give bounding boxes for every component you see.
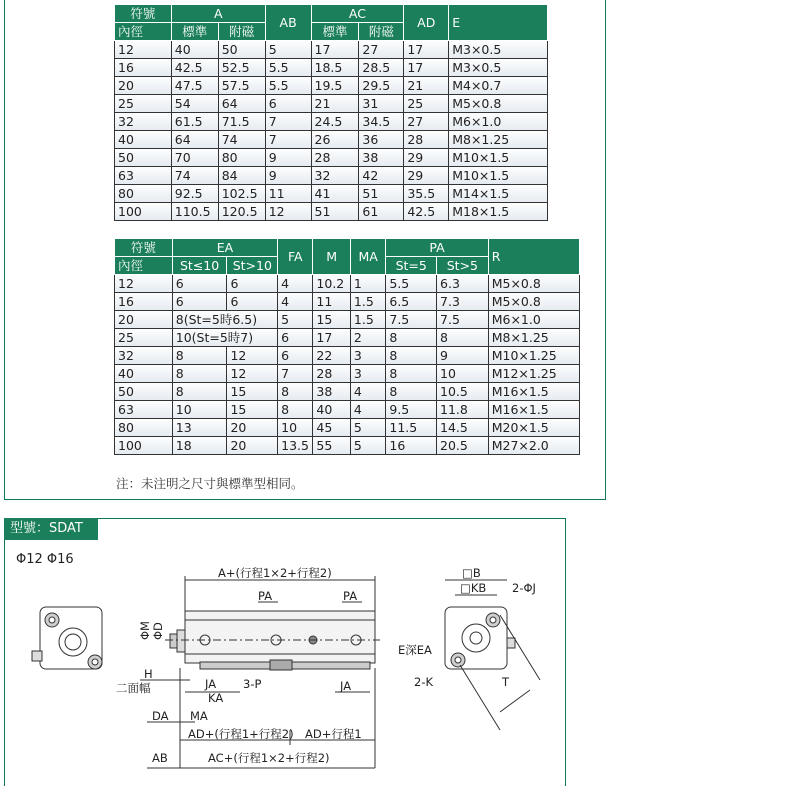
table-cell: 28 [311, 149, 359, 167]
table-cell: M27×2.0 [488, 437, 579, 455]
side-view [165, 611, 380, 670]
table-cell: 102.5 [218, 185, 265, 203]
header-ea-long: St>10 [227, 257, 278, 275]
table-cell: 20 [115, 77, 172, 95]
table-cell: 32 [115, 347, 173, 365]
table-cell: 64 [218, 95, 265, 113]
table-cell: 12 [265, 203, 311, 221]
table-cell: 61 [359, 203, 404, 221]
front-view [32, 607, 102, 669]
table-cell: 7 [278, 365, 313, 383]
table-cell: 40 [115, 131, 172, 149]
header-fa: FA [278, 239, 313, 275]
table-cell: 2 [350, 329, 385, 347]
header-e: E [449, 5, 548, 41]
table-cell: 28.5 [359, 59, 404, 77]
table-cell: 20 [227, 437, 278, 455]
table-cell: 27 [404, 113, 449, 131]
table-cell: M3×0.5 [449, 41, 548, 59]
table-cell: 32 [115, 113, 172, 131]
header-m: M [313, 239, 350, 275]
table-cell: 47.5 [171, 77, 218, 95]
table-cell: 28 [404, 131, 449, 149]
table-cell: M20×1.5 [488, 419, 579, 437]
table-cell: 15 [227, 401, 278, 419]
header-bore: 內徑 [115, 23, 172, 41]
table-cell: 120.5 [218, 203, 265, 221]
table-cell: 11.8 [437, 401, 489, 419]
table-cell: 4 [278, 275, 313, 293]
table-cell: 51 [359, 185, 404, 203]
table-cell: 35.5 [404, 185, 449, 203]
table-cell: 45 [313, 419, 350, 437]
ka-label: KA [208, 691, 224, 705]
table-cell: M10×1.25 [488, 347, 579, 365]
table-cell: 6 [227, 275, 278, 293]
table-cell: 4 [350, 401, 385, 419]
table-cell: M16×1.5 [488, 383, 579, 401]
table-cell: 57.5 [218, 77, 265, 95]
table-cell: 42 [359, 167, 404, 185]
table-cell: 5.5 [265, 77, 311, 95]
header-pa-over5: St>5 [437, 257, 489, 275]
table-cell: 74 [218, 131, 265, 149]
table-cell: M5×0.8 [449, 95, 548, 113]
table-cell: 41 [311, 185, 359, 203]
table-cell: 20 [115, 311, 173, 329]
table-cell: 15 [227, 383, 278, 401]
table-cell: 71.5 [218, 113, 265, 131]
table-cell: 36 [359, 131, 404, 149]
table-cell: 10(St=5時7) [172, 329, 277, 347]
table-cell: M8×1.25 [488, 329, 579, 347]
table-cell: 11.5 [386, 419, 437, 437]
table-cell: 18.5 [311, 59, 359, 77]
table-cell: 17 [313, 329, 350, 347]
table-cell: M18×1.5 [449, 203, 548, 221]
table-cell: 40 [313, 401, 350, 419]
table-cell: 100 [115, 437, 173, 455]
table-cell: 18 [172, 437, 227, 455]
table-cell: M12×1.25 [488, 365, 579, 383]
table-cell: 5 [278, 311, 313, 329]
table-cell: 20.5 [437, 437, 489, 455]
table-cell: 6.5 [386, 293, 437, 311]
table-cell: 11 [313, 293, 350, 311]
table-cell: M5×0.8 [488, 293, 579, 311]
table-cell: 7 [265, 131, 311, 149]
table-cell: M10×1.5 [449, 149, 548, 167]
table-cell: 6.3 [437, 275, 489, 293]
table-cell: 100 [115, 203, 172, 221]
table-cell: 16 [115, 293, 173, 311]
table-cell: 38 [359, 149, 404, 167]
table-cell: 6 [278, 329, 313, 347]
header-a-magnet: 附磁 [218, 23, 265, 41]
header-symbol: 符號 [115, 5, 172, 23]
table-cell: 10.2 [313, 275, 350, 293]
table-cell: 21 [404, 77, 449, 95]
table-cell: M3×0.5 [449, 59, 548, 77]
table-cell: 8 [386, 365, 437, 383]
table-cell: 4 [350, 383, 385, 401]
table-cell: 12 [227, 365, 278, 383]
two-face-label: 二面幅 [116, 681, 151, 695]
table-cell: 28 [313, 365, 350, 383]
header-a-standard: 標準 [171, 23, 218, 41]
table-cell: 8(St=5時6.5) [172, 311, 277, 329]
header-ac: AC [311, 5, 404, 23]
table-cell: 1.5 [350, 293, 385, 311]
table-cell: M4×0.7 [449, 77, 548, 95]
table-cell: 29 [404, 149, 449, 167]
header-ea-short: St≤10 [172, 257, 227, 275]
table-cell: 7.3 [437, 293, 489, 311]
table-cell: M5×0.8 [488, 275, 579, 293]
table-cell: 5 [350, 419, 385, 437]
table-cell: 16 [386, 437, 437, 455]
table-cell: 1 [350, 275, 385, 293]
table-cell: 6 [172, 293, 227, 311]
pa-label-1: PA [258, 589, 273, 603]
header-ad: AD [404, 5, 449, 41]
table-cell: 8 [437, 329, 489, 347]
table-cell: 63 [115, 401, 173, 419]
table-cell: 5.5 [265, 59, 311, 77]
ad-dim2-label: AD+行程1 [305, 727, 362, 741]
table-cell: M14×1.5 [449, 185, 548, 203]
table-cell: 74 [171, 167, 218, 185]
table-cell: 10.5 [437, 383, 489, 401]
table-cell: 12 [115, 275, 173, 293]
e-depth-label: E深EA [398, 643, 432, 657]
table-cell: 8 [172, 365, 227, 383]
h-label: H [144, 667, 153, 681]
ab-label: AB [152, 751, 168, 765]
t-label: T [502, 675, 510, 689]
header-ma: MA [350, 239, 385, 275]
table-cell: 38 [313, 383, 350, 401]
header-ac-magnet: 附磁 [359, 23, 404, 41]
table-cell: 29 [404, 167, 449, 185]
header-ea: EA [172, 239, 277, 257]
table-cell: 9.5 [386, 401, 437, 419]
end-view [445, 580, 540, 730]
da-label: DA [152, 709, 169, 723]
table-cell: 25 [115, 329, 173, 347]
table-cell: 42.5 [171, 59, 218, 77]
phi-d-label: ΦD [151, 622, 165, 640]
table-cell: 84 [218, 167, 265, 185]
table-cell: M8×1.25 [449, 131, 548, 149]
ja-label-1: JA [205, 677, 217, 691]
table-cell: 61.5 [171, 113, 218, 131]
table-cell: 17 [404, 59, 449, 77]
table-cell: 6 [227, 293, 278, 311]
table-cell: M6×1.0 [488, 311, 579, 329]
table-cell: 20 [227, 419, 278, 437]
table-cell: 80 [115, 185, 172, 203]
three-p-label: 3-P [243, 677, 262, 691]
table-cell: 5 [350, 437, 385, 455]
table-cell: 50 [218, 41, 265, 59]
table-cell: 9 [265, 149, 311, 167]
pa-label-2: PA [343, 589, 358, 603]
phi-m-label: ΦM [138, 621, 152, 640]
table-cell: 29.5 [359, 77, 404, 95]
table-cell: 26 [311, 131, 359, 149]
table-cell: 52.5 [218, 59, 265, 77]
header-ac-standard: 標準 [311, 23, 359, 41]
table-cell: M10×1.5 [449, 167, 548, 185]
table-cell: 31 [359, 95, 404, 113]
header-a: A [171, 5, 265, 23]
square-b-label: □B [462, 566, 481, 580]
table-cell: 12 [227, 347, 278, 365]
table-cell: 10 [172, 401, 227, 419]
table-cell: 7.5 [437, 311, 489, 329]
table-cell: 40 [115, 365, 173, 383]
table-cell: 24.5 [311, 113, 359, 131]
two-phi-j-label: 2-ΦJ [512, 581, 536, 595]
table-cell: 40 [171, 41, 218, 59]
table-note: 注：未注明之尺寸與標準型相同。 [116, 476, 304, 491]
table-cell: 80 [115, 419, 173, 437]
header-ab: AB [265, 5, 311, 41]
table-cell: 50 [115, 149, 172, 167]
ad-dim-label: AD+(行程1+行程2) [188, 727, 294, 741]
header-r: R [488, 239, 579, 275]
table-cell: 8 [386, 329, 437, 347]
table-cell: 9 [265, 167, 311, 185]
table-cell: 8 [172, 383, 227, 401]
table-cell: 6 [172, 275, 227, 293]
table-cell: 1.5 [350, 311, 385, 329]
table-cell: 3 [350, 347, 385, 365]
header-bore: 內徑 [115, 257, 173, 275]
table-cell: 8 [172, 347, 227, 365]
table-cell: 25 [404, 95, 449, 113]
table-cell: 5.5 [386, 275, 437, 293]
table-cell: 8 [278, 383, 313, 401]
table-cell: 6 [278, 347, 313, 365]
table-cell: 63 [115, 167, 172, 185]
table-cell: 21 [311, 95, 359, 113]
header-pa-5: St=5 [386, 257, 437, 275]
ac-dim-label: AC+(行程1×2+行程2) [208, 751, 330, 765]
header-pa: PA [386, 239, 488, 257]
table-cell: 12 [115, 41, 172, 59]
dim-a-label: A+(行程1×2+行程2) [218, 566, 332, 580]
table-cell: 16 [115, 59, 172, 77]
table-cell: 110.5 [171, 203, 218, 221]
table-cell: 80 [218, 149, 265, 167]
table-cell: 9 [437, 347, 489, 365]
table-cell: 50 [115, 383, 173, 401]
table-cell: 15 [313, 311, 350, 329]
table-cell: 27 [359, 41, 404, 59]
table-cell: 8 [278, 401, 313, 419]
table-cell: 5 [265, 41, 311, 59]
table-cell: 32 [311, 167, 359, 185]
table-cell: 22 [313, 347, 350, 365]
table-cell: 70 [171, 149, 218, 167]
table-cell: 25 [115, 95, 172, 113]
table-cell: M6×1.0 [449, 113, 548, 131]
table-cell: 8 [386, 383, 437, 401]
table-cell: 7.5 [386, 311, 437, 329]
table-cell: 11 [265, 185, 311, 203]
table-cell: 19.5 [311, 77, 359, 95]
table-cell: 10 [437, 365, 489, 383]
table-cell: 17 [311, 41, 359, 59]
table-cell: 14.5 [437, 419, 489, 437]
table-cell: M16×1.5 [488, 401, 579, 419]
table-cell: 6 [265, 95, 311, 113]
header-symbol: 符號 [115, 239, 173, 257]
table-cell: 10 [278, 419, 313, 437]
table-cell: 64 [171, 131, 218, 149]
square-kb-label: □KB [460, 581, 487, 595]
table-cell: 17 [404, 41, 449, 59]
diameter-label: Φ12 Φ16 [16, 552, 74, 567]
ma-label: MA [190, 709, 208, 723]
table-cell: 8 [386, 347, 437, 365]
table-cell: 42.5 [404, 203, 449, 221]
ja-label-2: JA [340, 679, 352, 693]
table-cell: 13 [172, 419, 227, 437]
table-cell: 55 [313, 437, 350, 455]
two-k-label: 2-K [414, 675, 434, 689]
table-cell: 7 [265, 113, 311, 131]
table-cell: 34.5 [359, 113, 404, 131]
table-cell: 51 [311, 203, 359, 221]
table-cell: 4 [278, 293, 313, 311]
model-label: 型號：SDAT [4, 518, 98, 540]
table-cell: 13.5 [278, 437, 313, 455]
table-cell: 92.5 [171, 185, 218, 203]
table-cell: 54 [171, 95, 218, 113]
table-cell: 3 [350, 365, 385, 383]
